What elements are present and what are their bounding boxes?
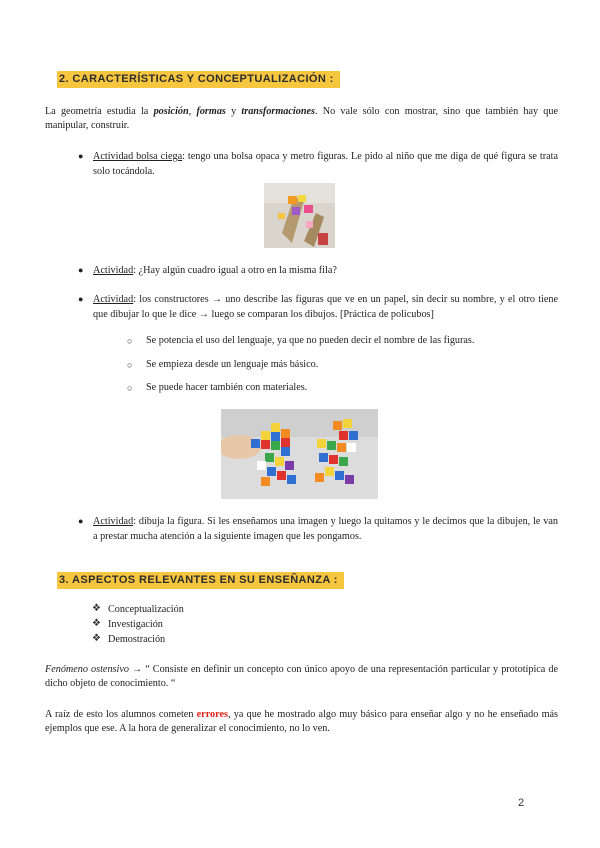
intro-bold-formas: formas [196,106,226,117]
bullet-2-marker: ● [78,265,84,275]
bullet-2-label: Actividad [93,265,134,276]
bullet-2 [93,263,558,278]
intro-bold-posicion: posición [153,106,189,117]
page-number: 2 [518,797,525,809]
raiz-text-a: A raíz de esto los alumnos cometen [45,709,197,720]
subitem-2: Se empieza desde un lenguaje más básico. [146,359,319,370]
bullet-1-marker: ● [78,151,84,161]
bullet-1 [93,149,558,179]
list-1-marker: ❖ [92,603,101,614]
list-item-conceptualizacion: Conceptualización [108,604,184,615]
bullet-4 [93,514,558,544]
intro-paragraph [45,105,558,133]
section-3-heading: 3. ASPECTOS RELEVANTES EN SU ENSEÑANZA : [57,572,344,589]
list-3-marker: ❖ [92,633,101,644]
bullet-3-marker: ● [78,294,84,304]
intro-text-a: La geometría estudia la [45,106,154,117]
intro-sep-2: y [225,106,242,117]
subitem-3-marker: ○ [127,383,133,393]
bullet-3-text: : los constructores → uno describe las figuras que ve en un papel, sin decir su nombre, y el otro tiene que dibujar lo que le dice → luego se comparan los dibujos. [Práctica de policubos] [93,294,558,320]
bullet-1-label: Actividad bolsa ciega [93,151,183,162]
intro-sep-1: , [188,106,197,117]
fenomeno-text: “ Consiste en definir un concepto con único apoyo de una representación particular y prototípica de dicho objeto de conocimiento. “ [45,664,558,689]
bullet-1-text: : tengo una bolsa opaca y metro figuras. Le pido al niño que me diga de qué figura se trata solo tocándola. [93,151,558,177]
fenomeno-term: Fenómeno ostensivo [45,664,129,675]
raiz-paragraph [45,708,558,736]
fenomeno-arrow: → [128,664,146,675]
intro-text-d: . No vale sólo con mostrar, sino que también hay que manipular, construir. [45,106,559,131]
intro-bold-transformaciones: transformaciones [241,106,315,117]
bullet-4-text: : dibuja la figura. Si les enseñamos una imagen y luego la quitamos y le decimos que la dibujen, le van a prestar mucha atención a la siguiente imagen que les pongamos. [93,516,558,542]
subitem-1: Se potencia el uso del lenguaje, ya que no pueden decir el nombre de las figuras. [146,335,475,346]
list-item-investigacion: Investigación [108,619,163,630]
photo-geometric-figures [264,183,335,248]
list-item-demostracion: Demostración [108,634,166,645]
subitem-2-marker: ○ [127,360,133,370]
bullet-3 [93,292,558,322]
list-2-marker: ❖ [92,618,101,629]
raiz-text-b: , ya que he mostrado algo muy básico para enseñar algo y no he enseñado más ejemplos que ese. A la hora de generalizar el conocimiento, no lo ven. [45,709,558,734]
section-2-heading: 2. CARACTERÍSTICAS Y CONCEPTUALIZACIÓN : [57,71,340,88]
subitem-1-marker: ○ [127,336,133,346]
raiz-errores: errores [196,709,228,720]
bullet-2-text: : ¿Hay algún cuadro igual a otro en la misma fila? [133,265,337,276]
subitem-3: Se puede hacer también con materiales. [146,382,308,393]
bullet-4-label: Actividad [93,516,134,527]
fenomeno-paragraph [45,663,558,691]
bullet-4-marker: ● [78,516,84,526]
photo-policubos [221,409,378,499]
bullet-3-label: Actividad [93,294,134,305]
